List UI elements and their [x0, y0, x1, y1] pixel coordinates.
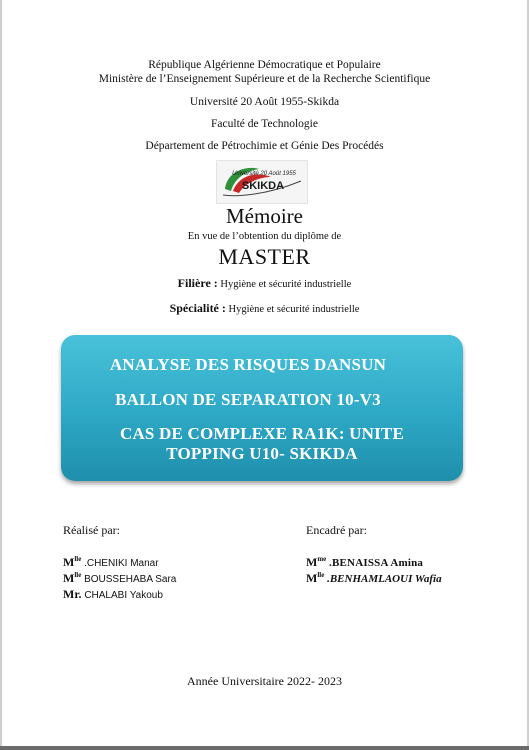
filiere-line [0, 276, 529, 291]
author-2-title: lle [74, 571, 82, 579]
supervisor-1-prefix: M [306, 555, 318, 569]
specialite-line [0, 301, 529, 316]
supervisor-2-title: lle [317, 571, 325, 579]
author-2-prefix: M [63, 571, 75, 585]
author-2-name: BOUSSEHABA Sara [84, 574, 177, 585]
supervisor-2-prefix: M [306, 571, 318, 585]
specialite-value: Hygiène et sécurité industrielle [228, 304, 360, 315]
filiere-label: Filière : [177, 276, 218, 290]
thesis-title-line-1: ANALYSE DES RISQUES DANSUN [109, 355, 387, 374]
author-3-prefix: Mr. [63, 587, 82, 601]
university-logo [216, 160, 308, 204]
author-2 [63, 571, 176, 586]
author-1-title: lle [74, 555, 82, 563]
degree-title: MASTER [218, 244, 311, 269]
author-1-name: .CHENIKI Manar [84, 558, 159, 569]
authors-label: Réalisé par: [63, 523, 120, 537]
author-1 [63, 555, 159, 570]
university-logo-graphic [217, 161, 307, 203]
republic-line: République Algérienne Démocratique et Populaire [148, 59, 381, 71]
memoire-title: Mémoire [226, 204, 303, 228]
author-3-name: CHALABI Yakoub [84, 590, 163, 601]
department-line: Département de Pétrochimie et Génie Des Procédés [145, 140, 384, 152]
ministry-line: Ministère de l’Enseignement Supérieure et de la Recherche Scientifique [98, 73, 431, 85]
supervisors-label: Encadré par: [306, 523, 367, 537]
supervisor-1 [306, 555, 423, 570]
diploma-subtitle: En vue de l’obtention du diplôme de [187, 231, 342, 242]
supervisor-1-name: .BENAISSA Amina [329, 557, 424, 569]
author-1-prefix: M [63, 555, 75, 569]
supervisor-2-name: .BENHAMLAOUI Wafia [327, 573, 442, 585]
filiere-value: Hygiène et sécurité industrielle [220, 279, 352, 290]
logo-name-text: SKIKDA [241, 180, 285, 192]
page-border-left [0, 0, 2, 750]
academic-year: Année Universitaire 2022- 2023 [187, 674, 342, 688]
thesis-title-line-3: CAS DE COMPLEXE RA1K: UNITE [119, 424, 405, 443]
supervisor-2 [306, 571, 442, 586]
thesis-title-line-4: TOPPING U10- SKIKDA [166, 444, 358, 463]
university-line: Université 20 Août 1955-Skikda [189, 96, 340, 108]
page-border-bottom [0, 746, 529, 750]
thesis-title-banner [61, 335, 463, 481]
specialite-label: Spécialité : [169, 301, 226, 315]
supervisor-1-title: me [317, 555, 327, 563]
author-3 [63, 587, 163, 602]
faculty-line: Faculté de Technologie [211, 118, 318, 130]
logo-arc-text: Université 20 Août 1955 [232, 171, 296, 177]
thesis-title-line-2: BALLON DE SEPARATION 10-V3 [115, 390, 381, 409]
